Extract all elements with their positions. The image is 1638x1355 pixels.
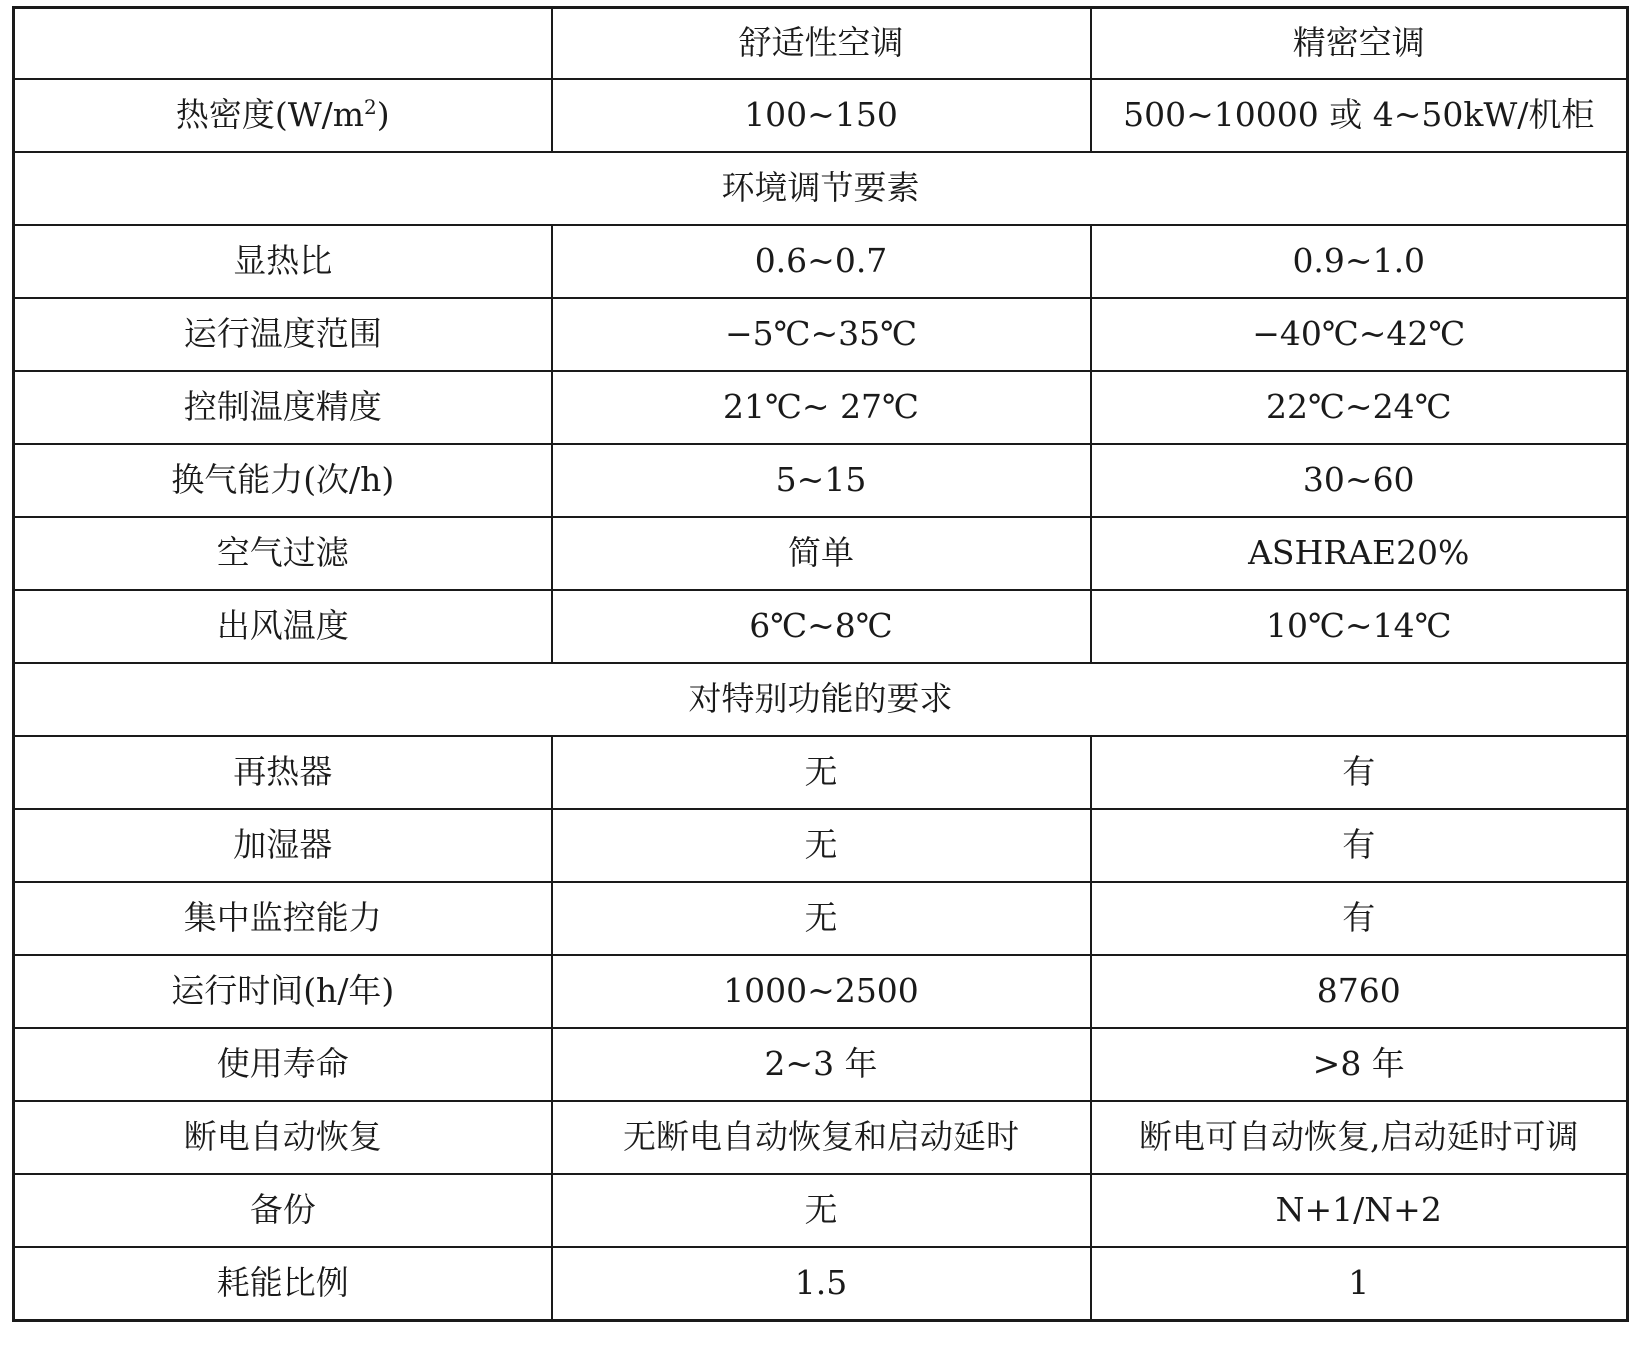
section-row-special (14, 663, 1628, 736)
row-label: 再热器 (14, 736, 552, 809)
header-comfort-ac: 舒适性空调 (552, 8, 1091, 80)
cell-precision: 30~60 (1091, 444, 1628, 517)
cell-precision: 0.9~1.0 (1091, 225, 1628, 298)
cell-precision: >8 年 (1091, 1028, 1628, 1101)
cell-comfort: 5~15 (552, 444, 1091, 517)
table-row (14, 444, 1628, 517)
row-label: 备份 (14, 1174, 552, 1247)
table-row (14, 79, 1628, 152)
table-row (14, 882, 1628, 955)
cell-precision: 有 (1091, 736, 1628, 809)
row-label: 加湿器 (14, 809, 552, 882)
cell-comfort: 无断电自动恢复和启动延时 (552, 1101, 1091, 1174)
cell-comfort: 无 (552, 809, 1091, 882)
cell-comfort: 6℃~8℃ (552, 590, 1091, 663)
table-row (14, 1247, 1628, 1321)
cell-precision: 8760 (1091, 955, 1628, 1028)
cell-comfort: 0.6~0.7 (552, 225, 1091, 298)
table-row (14, 517, 1628, 590)
cell-comfort: −5℃~35℃ (552, 298, 1091, 371)
cell-comfort: 无 (552, 736, 1091, 809)
cell-precision: 有 (1091, 882, 1628, 955)
comparison-table-container (12, 6, 1626, 1322)
section-title-environment: 环境调节要素 (14, 152, 1628, 225)
table-row (14, 225, 1628, 298)
section-title-special: 对特别功能的要求 (14, 663, 1628, 736)
row-label: 断电自动恢复 (14, 1101, 552, 1174)
table-row (14, 1174, 1628, 1247)
cell-comfort: 1000~2500 (552, 955, 1091, 1028)
cell-comfort: 简单 (552, 517, 1091, 590)
table-row (14, 590, 1628, 663)
heat-density-label-close: ) (376, 95, 390, 135)
table-row (14, 736, 1628, 809)
table-row (14, 1028, 1628, 1101)
heat-density-superscript: 2 (364, 95, 377, 120)
table-row (14, 955, 1628, 1028)
row-label: 显热比 (14, 225, 552, 298)
row-label: 运行温度范围 (14, 298, 552, 371)
row-label: 换气能力(次/h) (14, 444, 552, 517)
row-label: 出风温度 (14, 590, 552, 663)
cell-comfort: 100~150 (552, 79, 1091, 152)
cell-precision: 断电可自动恢复,启动延时可调 (1091, 1101, 1628, 1174)
cell-comfort: 无 (552, 1174, 1091, 1247)
cell-comfort: 无 (552, 882, 1091, 955)
row-label: 集中监控能力 (14, 882, 552, 955)
cell-comfort: 21℃~ 27℃ (552, 371, 1091, 444)
heat-density-label-text: 热密度(W/m (175, 95, 365, 135)
table-row (14, 371, 1628, 444)
row-label: 耗能比例 (14, 1247, 552, 1321)
table-row (14, 809, 1628, 882)
cell-precision: 有 (1091, 809, 1628, 882)
row-label: 控制温度精度 (14, 371, 552, 444)
cell-precision: 10℃~14℃ (1091, 590, 1628, 663)
cell-precision: ASHRAE20% (1091, 517, 1628, 590)
table-header-row (14, 8, 1628, 80)
cell-precision: 1 (1091, 1247, 1628, 1321)
cell-precision: 500~10000 或 4~50kW/机柜 (1091, 79, 1628, 152)
cell-precision: N+1/N+2 (1091, 1174, 1628, 1247)
row-label-heat-density (14, 79, 552, 152)
row-label: 使用寿命 (14, 1028, 552, 1101)
table-row (14, 298, 1628, 371)
cell-comfort: 1.5 (552, 1247, 1091, 1321)
header-precision-ac: 精密空调 (1091, 8, 1628, 80)
header-empty-cell (14, 8, 552, 80)
table-row (14, 1101, 1628, 1174)
cell-precision: 22℃~24℃ (1091, 371, 1628, 444)
cell-comfort: 2~3 年 (552, 1028, 1091, 1101)
cell-precision: −40℃~42℃ (1091, 298, 1628, 371)
ac-comparison-table (12, 6, 1629, 1322)
row-label: 空气过滤 (14, 517, 552, 590)
section-row-environment (14, 152, 1628, 225)
row-label: 运行时间(h/年) (14, 955, 552, 1028)
